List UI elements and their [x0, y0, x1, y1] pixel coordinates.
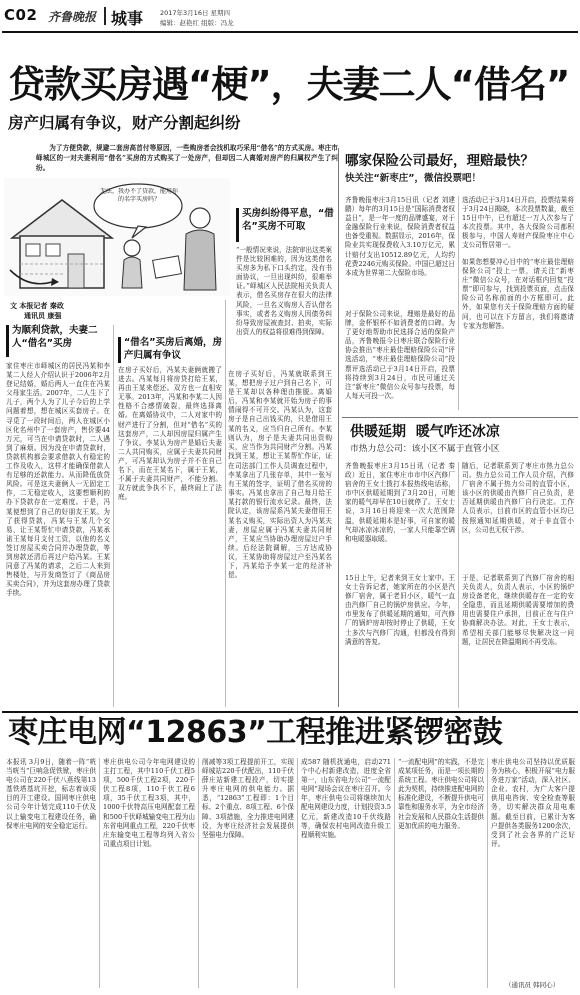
heating-col-b: 15日上午，记者来到王女士家中。王女士告诉记者，她家所在的小区是汽修厂宿舍，属于老旧小区，暖气一直由汽修厂自己的锅炉房供应。今年，市里发布了供暖延期的通知，可汽修厂的锅炉房却按时停止了供暖，王女士多次与汽修厂沟通，但都没有得到满意的答复。 — [345, 574, 455, 646]
grid-col-f: 枣庄供电公司坚持以优质服务为核心，积极开展“电力服务进万家”活动，深入社区、企业、农村，为广大客户提供用电咨询、安全检查等服务，切实解决群众用电难题。截至目前，已累计为客户提供各类服务1200余次，受到了社会各界的广泛好评。 — [491, 758, 575, 848]
sub1-bar — [6, 325, 9, 357]
masthead-divider — [104, 7, 106, 25]
date-line: 2017年3月16日 星期四 — [160, 9, 231, 17]
grid-byline: （通讯员 韩同心） — [505, 981, 560, 989]
lead-summary: 为了方便贷款，规避二套房高首付等原因，一些购房者会找机取巧采用“借名”的方式买房。枣庄市峄城区的一对夫妻利用“借名”买房的方式购买了一处房产，但却因二人离婚对房产的归属权产生了纠纷。 — [36, 144, 338, 172]
lead-col-a: 家住枣庄市峄城区的居民冯某和李某二人经人介绍认识于2006年2月登记结婚，婚后两人一直住在冯某父母家生活。2007年，二人生下了儿子，两个人为了儿子今后的上学问题着想，想在城区买套房子。在寻觅了一段时间后，两人在城区小区化名州中了一套房产，售价要44万元，可当在申请贷款时，二人遇到了麻烦。因为没在申请贷款时，贷款机构都会要求借款人有稳定的工作及收入，这样才能确保借款人有足够的还款能力。从而降低放贷风险。可是这夫妻俩人一无固定工作，二无稳定收入，这要想顺利的办下贷款存在一定难度。于是，冯某便想到了自己的好朋友王某。为了获得贷款，冯某与王某几个交易，让王某帮忙申请贷款，冯某承诺王某每月支付工资，以他的名义签订房屋买卖合同并办理贷款，等到房款还清后再过户给冯某。王某同意了冯某的请求，之后二人来到售楼处，与开发商签订了《商品房买卖合同》，并为这套房办理了贷款手续。 — [6, 362, 110, 598]
insurance-headline: 哪家保险公司最好，理赔最快？ — [345, 153, 534, 169]
lead-col-c: 在房子买好后，冯某就联系到王某，想把房子过户到自己名下，可是王某却以各种理由推脱。离婚后，冯某和李某就开始为房子的事情闹得不可开交。冯某认为，这套房子是自己出钱买的，只是借用王某的名义，应当归自己所有。李某则认为，房子是夫妻共同出资购买，应当作为共同财产分割。冯某找到王某，想让王某帮忙作证，证 — [228, 370, 332, 460]
section-title: 城事 — [111, 9, 144, 28]
insurance-subheadline: 快关注“新枣庄”，微信投票吧！ — [345, 173, 481, 184]
editor-line: 编辑：赵艳红 组版：冯龙 — [160, 19, 234, 27]
masthead-rule — [2, 31, 578, 33]
insurance-col-b: 对于保险公司来说，理赔是最好的品牌，金杯银杯不如消费者的口碑。为了更好地帮助市民选择合适的保险产品，齐鲁晚报今日枣庄联合保险行业协会推出“枣庄最佳理赔保险公司”评选活动，“枣庄最佳理赔保险公司”投票评选活动已于3月14日开启，投票将持续到3月24日，市民可通过关注“新枣庄”微信公众号参与投票，每人每天可投一次。 — [345, 310, 455, 400]
sub2-bar — [118, 337, 121, 363]
insurance-col-c: 选活动已于3月14日开启，投票结果将于3月24日揭晓，本次投票数量，截至15日中午，已有超过一万人次参与了本次投票。其中，各大保险公司都积极参与，中国人寿财产保险枣庄中心支公司暂居第一。 — [462, 196, 574, 250]
grid-col-c: 削减等3项工程提前开工，实现峄城站220千伏配出，110千伏薛庄站新建工程投产，切实提升枣庄电网的供电能力。据悉，“12863”工程即：1个目标、2个重点、8项工程、6个保障、3项措施，全力推进电网建设，为枣庄经济社会发展提供坚强电力保障。 — [202, 758, 294, 839]
grid-headline: 枣庄电网“12863”工程推进紧锣密鼓 — [8, 715, 503, 750]
grid-col-d: 成587 随机扰通电，启动271个中心村新建改造，进度全省第一，山东省电力公司“一流配电网”现场会议在枣庄召开。今年，枣庄供电公司将继续加大配电网建设力度，计划投资3.5亿元，新建改造10千伏线路等，确保农村电网改造升级工程顺利实施。 — [301, 758, 391, 839]
heating-col-a: 齐鲁晚报枣庄3月15日讯（记者 秦政）近日，家住枣庄市市中区汽修厂宿舍的王女士拨打本报热线电话称，市中区供暖延期到了3月20日，可她家的暖气却早在10日就停了。王女士说，3月16日将迎来一次大范围降温，供暖延期本是好事，可自家的暖气却冰凉冰凉的，一家人只能靠空调和电暖器取暖。 — [345, 462, 455, 543]
heating-col-c: 随后，记者联系到了枣庄市热力总公司。热力总公司工作人员介绍，汽修厂宿舍不属于热力公司的直管小区，该小区的供暖由汽修厂自己负责，是否延期供暖由汽修厂自行决定。工作人员表示，目前市区的直管小区均已按照通知延期供暖，对于非直管小区，公司也无权干涉。 — [462, 462, 574, 534]
sub-heading-2: “借名”买房后离婚，房产归属有争议 — [124, 337, 222, 361]
insurance-col-d: 如果您想要冲心目中的“枣庄最佳理赔保险公司”投上一票，请关注“新枣庄”微信公众号，在对话框内回复“投票”即可参与，找到投票页面，点击保险公司名称前面的小方框即可。此外，如果您有关于保险理赔方面的疑问，也可以在下方留言，我们将邀请专家为您解答。 — [462, 258, 574, 330]
lead-subheadline: 房产归属有争议，财产分割起纠纷 — [8, 114, 241, 132]
lead-col-b: 在房子买好后，冯某夫妻俩就搬了进去。冯某每月将房贷打给王某，再由王某来偿还。双方也一直相安无事。2013年，冯某和李某二人因性格不合感情破裂，最终选择离婚。在离婚协议中，二人对家中的财产进行了分割，但对“借名”买的这套房产，二人却因房屋归属产生了争议。李某认为房产是婚后夫妻二人共同购买，应属于夫妻共同财产，可冯某却认为房子并不在自己名下，而在王某名下，属于王某，不属于夫妻共同财产，不能分割。双方就此争执不下，最终闹上了法庭。 — [118, 366, 222, 502]
heating-col-d: 于是，记者联系到了汽修厂宿舍的相关负责人，负责人表示，小区的锅炉房设备老化，继续供暖存在一定的安全隐患，而且延期供暖需要增加的费用也需要住户承担，目前正在与住户协商解决办法。对此，王女士表示，希望相关部门能够尽快解决这一问题，让居民在降温期间不再受冻。 — [462, 574, 574, 646]
insurance-col-a: 齐鲁晚报枣庄3月15日讯（记者 刘建鹏）每年的3月15日是“国际消费者权益日”，是一年一度的品牌盛宴，对于金融保险行业来说，保险消费者权益也备受重视。数据显示，2016年，保险业共实现保费收入3.10万亿元，累计赔付支出10512.89亿元，人均约花费2246元购买保险。中国已超过日本成为世界第二大保险市场。 — [345, 196, 455, 277]
grid-col-e: “一流配电网”的实践，不是完成某项任务，而是一项长期的系统工程。枣庄供电公司将以此为契机，持续推进配电网的标准化建设，不断提升供电可靠性和服务水平，为全市经济社会发展和人民群众生活提供更加优质的电力服务。 — [398, 758, 484, 830]
lead-col-d: 在司法部门工作人员调查过程中，李某拿出了几张存单，其中一张写有王某的签字，证明了借名买房的事实。冯某也拿出了自己每月给王某打款的银行流水记录。最终，法院认定，该房屋系冯某夫妻借用王某名义购买，实际出资人为冯某夫妻，房屋应属于冯某夫妻共同财产，王某应当协助办理房屋过户手续。后经法院调解，三方达成协议，王某协助将房屋过户至冯某名下，冯某给予李某一定的经济补偿。 — [228, 462, 332, 580]
sub-heading-3: 买房纠纷得平息，“借名”买房不可取 — [242, 208, 334, 232]
house-illustration — [4, 178, 230, 296]
grid-col-b: 枣庄供电公司今年电网建设的主打工程，其中110千伏工程5项，500千伏工程2项，220千伏工程8项，110千伏工程6项，35千伏工程3项，其中，1000千伏特高压电网配套工程和500千伏峄城输变电工程为山东省电网重点工程，220千伏枣庄东输变电工程等均列入省公司重点项目计划。 — [103, 758, 195, 848]
lead-byline-1: 文 本报记者 秦政 — [10, 302, 64, 310]
lead-byline-2: 通讯员 康强 — [24, 312, 62, 320]
heating-headline: 供暖延期 暖气咋还冰凉 — [350, 424, 500, 440]
page-number: C02 — [4, 6, 38, 24]
grid-col-a: 本报讯 3月9日，随着一阵“咣当咣当”巨响急促铁锨，枣庄供电公司在220千伏八燕线第13基铁塔基坑开挖，标志着该项目的开工建设。国网枣庄供电公司今年计划完成110千伏及以上输变电工程建设任务，确保枣庄电网的安全稳定运行。 — [6, 758, 96, 830]
paper-logo: 齐鲁晚报 — [48, 10, 97, 24]
lead-headline: 贷款买房遇“梗”，夫妻二人“借名” — [8, 63, 570, 106]
sub-heading-1: 为顺利贷款，夫妻二人“借名”买房 — [12, 325, 98, 349]
illustration-caption: 无法，我办不了贷款，能用你的名字买房吗？ — [100, 188, 178, 203]
heating-subheadline: 市热力总公司：该小区不属于直管小区 — [350, 444, 500, 454]
lead-col-e: “一般情况来说，法院审出这类案件是比较困难的，因为这类借名买房多为私下口头约定，没有书面协议，一旦出现纠纷，很难举证。”峄城区人民法院相关负责人表示，借名买房存在很大的法律风险，一旦名义购房人否认借名事实，或者名义购房人因债务纠纷导致房屋被查封、拍卖，实际出资人的权益将很难得到保障。 — [236, 246, 332, 336]
